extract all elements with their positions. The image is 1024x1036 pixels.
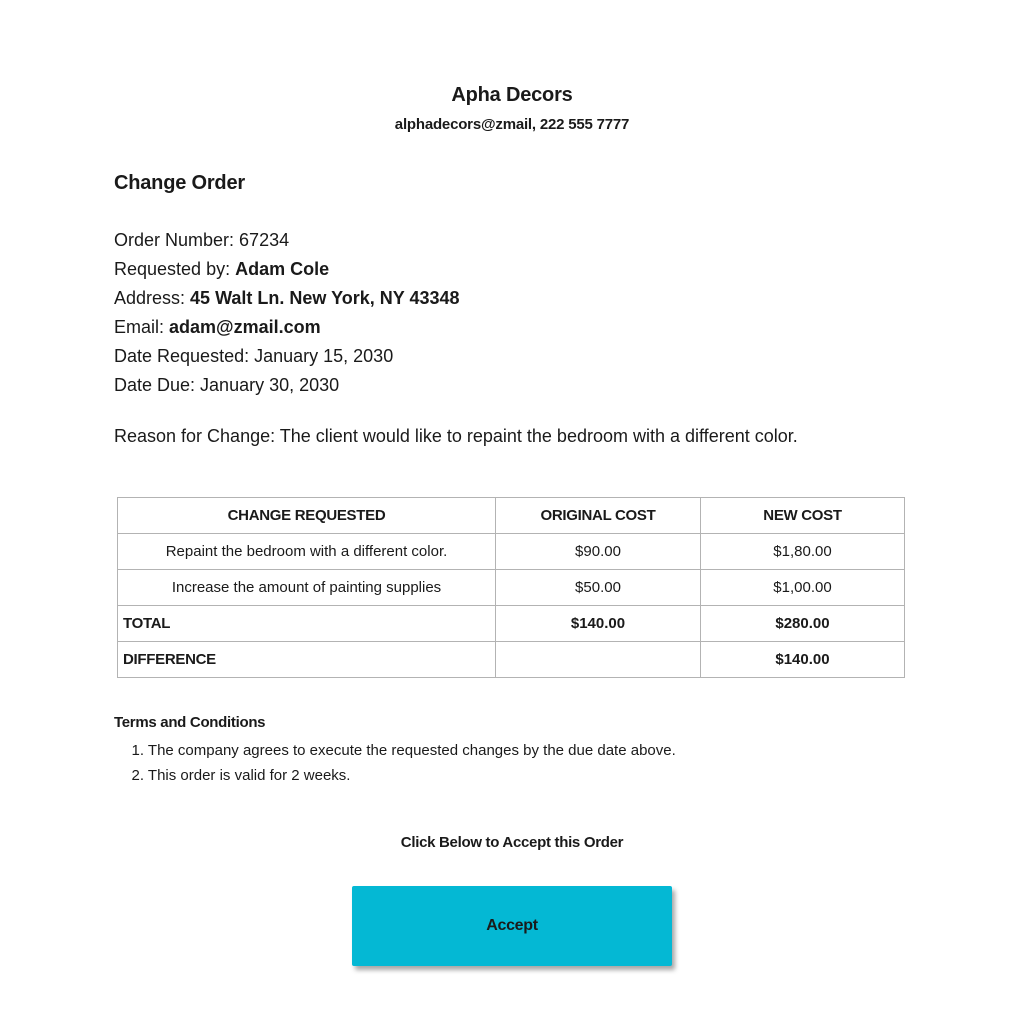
address-line [114,284,460,313]
reason-for-change [114,426,798,447]
difference-original-cost [496,642,701,678]
column-header-original-cost: ORIGINAL COST [496,498,701,534]
term-item [114,763,676,788]
new-cost-cell: $1,00.00 [701,570,905,606]
difference-label: DIFFERENCE [118,642,496,678]
difference-new-cost: $140.00 [701,642,905,678]
order-number-value: 67234 [239,230,290,250]
email-value: adam@zmail.com [169,317,321,337]
date-due-value: January 30, 2030 [200,375,340,395]
term-text: The company agrees to execute the requested changes by the due date above. [147,742,676,759]
address-value: 45 Walt Ln. New York, NY 43348 [190,288,460,308]
table-row [118,534,905,570]
email-label: Email: [114,317,170,337]
order-number-label: Order Number: [114,230,240,250]
order-info [114,226,460,400]
term-number: 1. [131,742,144,759]
change-cell: Repaint the bedroom with a different color. [118,534,496,570]
company-name: Apha Decors [451,84,573,106]
original-cost-cell: $90.00 [496,534,701,570]
total-original-cost: $140.00 [496,606,701,642]
reason-text: The client would like to repaint the bedroom with a different color. [279,426,798,446]
order-number-line [114,226,460,255]
table-header-row [118,498,905,534]
address-label: Address: [114,288,191,308]
terms-title: Terms and Conditions [114,714,266,731]
column-header-new-cost: NEW COST [701,498,905,534]
requested-by-line [114,255,460,284]
email-line [114,313,460,342]
requested-by-value: Adam Cole [235,259,330,279]
date-requested-label: Date Requested: [114,346,255,366]
date-due-label: Date Due: [114,375,201,395]
term-item [114,738,676,763]
term-number: 2. [131,767,144,784]
original-cost-cell: $50.00 [496,570,701,606]
date-requested-line [114,342,460,371]
accept-instruction: Click Below to Accept this Order [400,834,624,851]
company-contact: alphadecors@zmail, 222 555 7777 [394,116,630,133]
total-label: TOTAL [118,606,496,642]
change-cell: Increase the amount of painting supplies [118,570,496,606]
new-cost-cell: $1,80.00 [701,534,905,570]
reason-label: Reason for Change: [114,426,280,446]
term-text: This order is valid for 2 weeks. [147,767,351,784]
total-row [118,606,905,642]
document-title: Change Order [114,172,245,194]
requested-by-label: Requested by: [114,259,236,279]
change-table [117,497,905,678]
difference-row [118,642,905,678]
date-due-line [114,371,460,400]
date-requested-value: January 15, 2030 [254,346,394,366]
column-header-change: CHANGE REQUESTED [118,498,496,534]
terms-list [114,738,676,788]
total-new-cost: $280.00 [701,606,905,642]
accept-button[interactable]: Accept [352,886,672,966]
table-row [118,570,905,606]
